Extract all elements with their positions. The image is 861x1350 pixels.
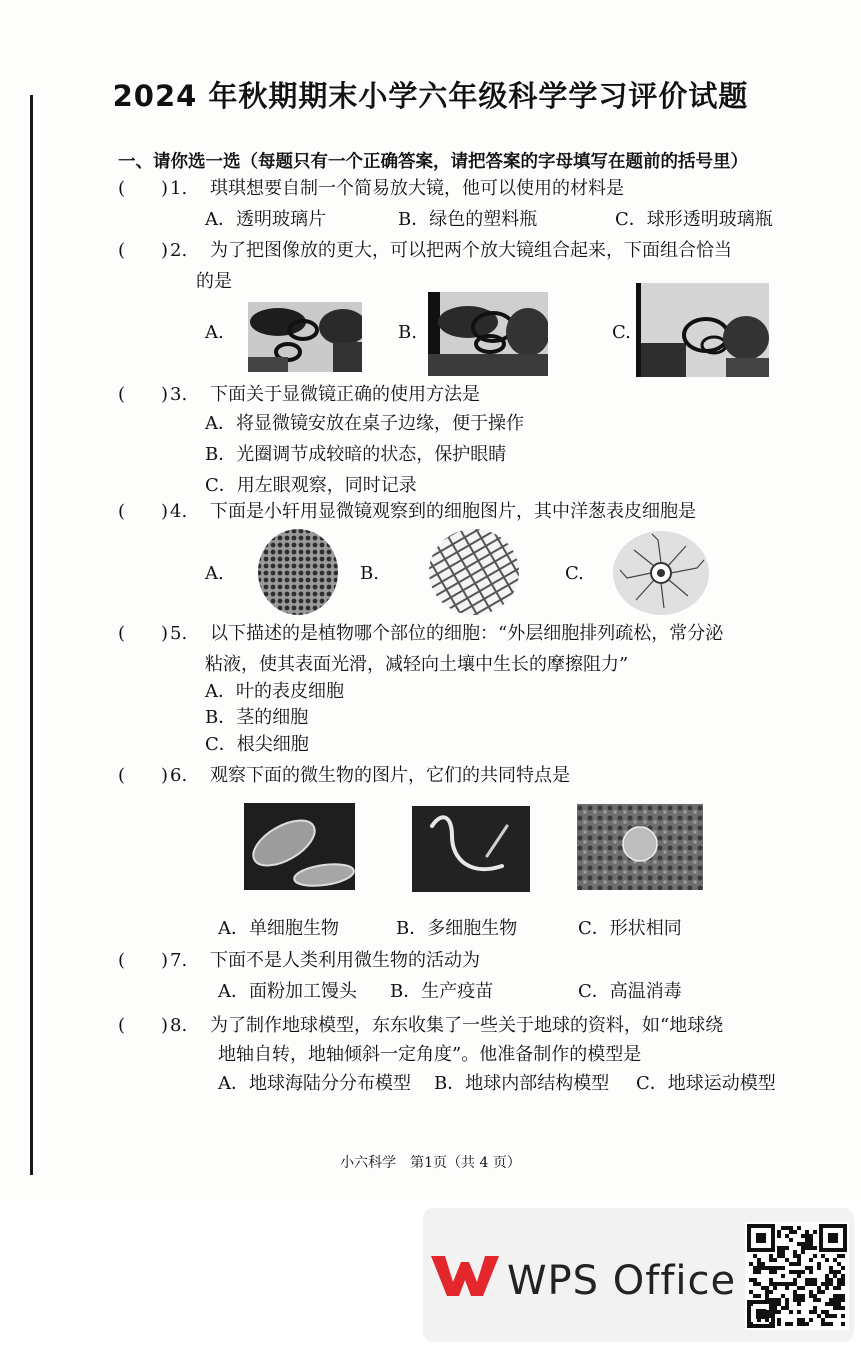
answer-paren: ( ) [118, 765, 169, 786]
wps-logo-icon [429, 1254, 501, 1298]
question-1 [118, 174, 624, 204]
question-text: 为了把图像放的更大，可以把两个放大镜组合起来，下面组合恰当 [210, 240, 732, 261]
question-text-cont: 地轴自转，地轴倾斜一定角度”。他准备制作的模型是 [218, 1044, 642, 1065]
question-3 [118, 380, 480, 410]
option-b: B．茎的细胞 [205, 707, 309, 728]
option-c: C．地球运动模型 [636, 1073, 776, 1094]
question-text-cont: 粘液，使其表面光滑，减轻向土壤中生长的摩擦阻力” [205, 654, 629, 675]
answer-paren: ( ) [118, 384, 169, 405]
option-b: B．多细胞生物 [396, 918, 518, 939]
option-a: A．地球海陆分分布模型 [218, 1073, 411, 1094]
answer-paren: ( ) [118, 623, 169, 644]
option-a: A. [205, 563, 224, 584]
option-b: B．光圈调节成较暗的状态，保护眼睛 [205, 444, 507, 465]
microbe-photo-worm [412, 806, 530, 892]
cell-photo-c [612, 530, 710, 616]
option-c: C. [565, 563, 584, 584]
question-text: 琪琪想要自制一个简易放大镜，他可以使用的材料是 [210, 178, 624, 199]
question-7 [118, 946, 480, 976]
question-text: 为了制作地球模型，东东收集了一些关于地球的资料，如“地球绕 [210, 1015, 724, 1036]
option-a: A．面粉加工馒头 [218, 981, 357, 1002]
option-c: C．用左眼观察，同时记录 [205, 475, 417, 496]
wps-office-text: WPS Office [507, 1258, 737, 1304]
cell-photo-b [427, 528, 521, 616]
option-a: A．透明玻璃片 [205, 209, 326, 230]
option-a: A．叶的表皮细胞 [205, 681, 344, 702]
answer-paren: ( ) [118, 1015, 169, 1036]
section-heading: 一、请你选一选（每题只有一个正确答案，请把答案的字母填写在题前的括号里） [118, 152, 748, 172]
option-b: B．地球内部结构模型 [434, 1073, 610, 1094]
question-6 [118, 761, 570, 791]
lens-photo-a [248, 302, 362, 372]
page-footer: 小六科学 第1页（共 4 页） [340, 1155, 521, 1171]
option-c: C. [612, 322, 631, 343]
question-8 [118, 1011, 723, 1041]
option-b: B．生产疫苗 [390, 981, 494, 1002]
option-b: B. [360, 563, 379, 584]
question-text-cont: 的是 [196, 271, 232, 292]
question-number: 6. [170, 765, 188, 786]
answer-paren: ( ) [118, 240, 169, 261]
question-number: 5. [170, 623, 188, 644]
option-a: A．单细胞生物 [218, 918, 339, 939]
option-a: A. [205, 322, 224, 343]
question-5 [118, 619, 723, 649]
answer-paren: ( ) [118, 178, 169, 199]
answer-paren: ( ) [118, 950, 169, 971]
question-number: 8. [170, 1015, 188, 1036]
binding-margin-line [30, 95, 33, 1175]
question-text: 下面是小轩用显微镜观察到的细胞图片，其中洋葱表皮细胞是 [210, 501, 696, 522]
option-b: B．绿色的塑料瓶 [398, 209, 538, 230]
lens-photo-b [428, 292, 548, 376]
wps-office-watermark [423, 1208, 854, 1342]
question-text: 观察下面的微生物的图片，它们的共同特点是 [210, 765, 570, 786]
question-number: 1. [170, 178, 188, 199]
question-number: 3. [170, 384, 188, 405]
question-4 [118, 497, 696, 527]
microbe-photo-paramecium [244, 803, 355, 890]
option-c: C．高温消毒 [578, 981, 682, 1002]
question-number: 2. [170, 240, 188, 261]
option-a: A．将显微镜安放在桌子边缘，便于操作 [205, 413, 524, 434]
question-text: 以下描述的是植物哪个部位的细胞：“外层细胞排列疏松，常分泌 [210, 623, 724, 644]
question-number: 7. [170, 950, 188, 971]
option-c: C．根尖细胞 [205, 734, 309, 755]
answer-paren: ( ) [118, 501, 169, 522]
lens-photo-c [636, 283, 769, 377]
option-c: C．球形透明玻璃瓶 [615, 209, 773, 230]
option-b: B. [398, 322, 417, 343]
exam-title: 2024 年秋期期末小学六年级科学学习评价试题 [112, 79, 749, 113]
option-c: C．形状相同 [578, 918, 682, 939]
qr-code-icon [745, 1222, 849, 1330]
question-text: 下面不是人类利用微生物的活动为 [210, 950, 480, 971]
question-number: 4. [170, 501, 188, 522]
microbe-photo-spore [577, 804, 703, 890]
question-2 [118, 236, 732, 266]
cell-photo-a [256, 528, 340, 616]
question-text: 下面关于显微镜正确的使用方法是 [210, 384, 480, 405]
